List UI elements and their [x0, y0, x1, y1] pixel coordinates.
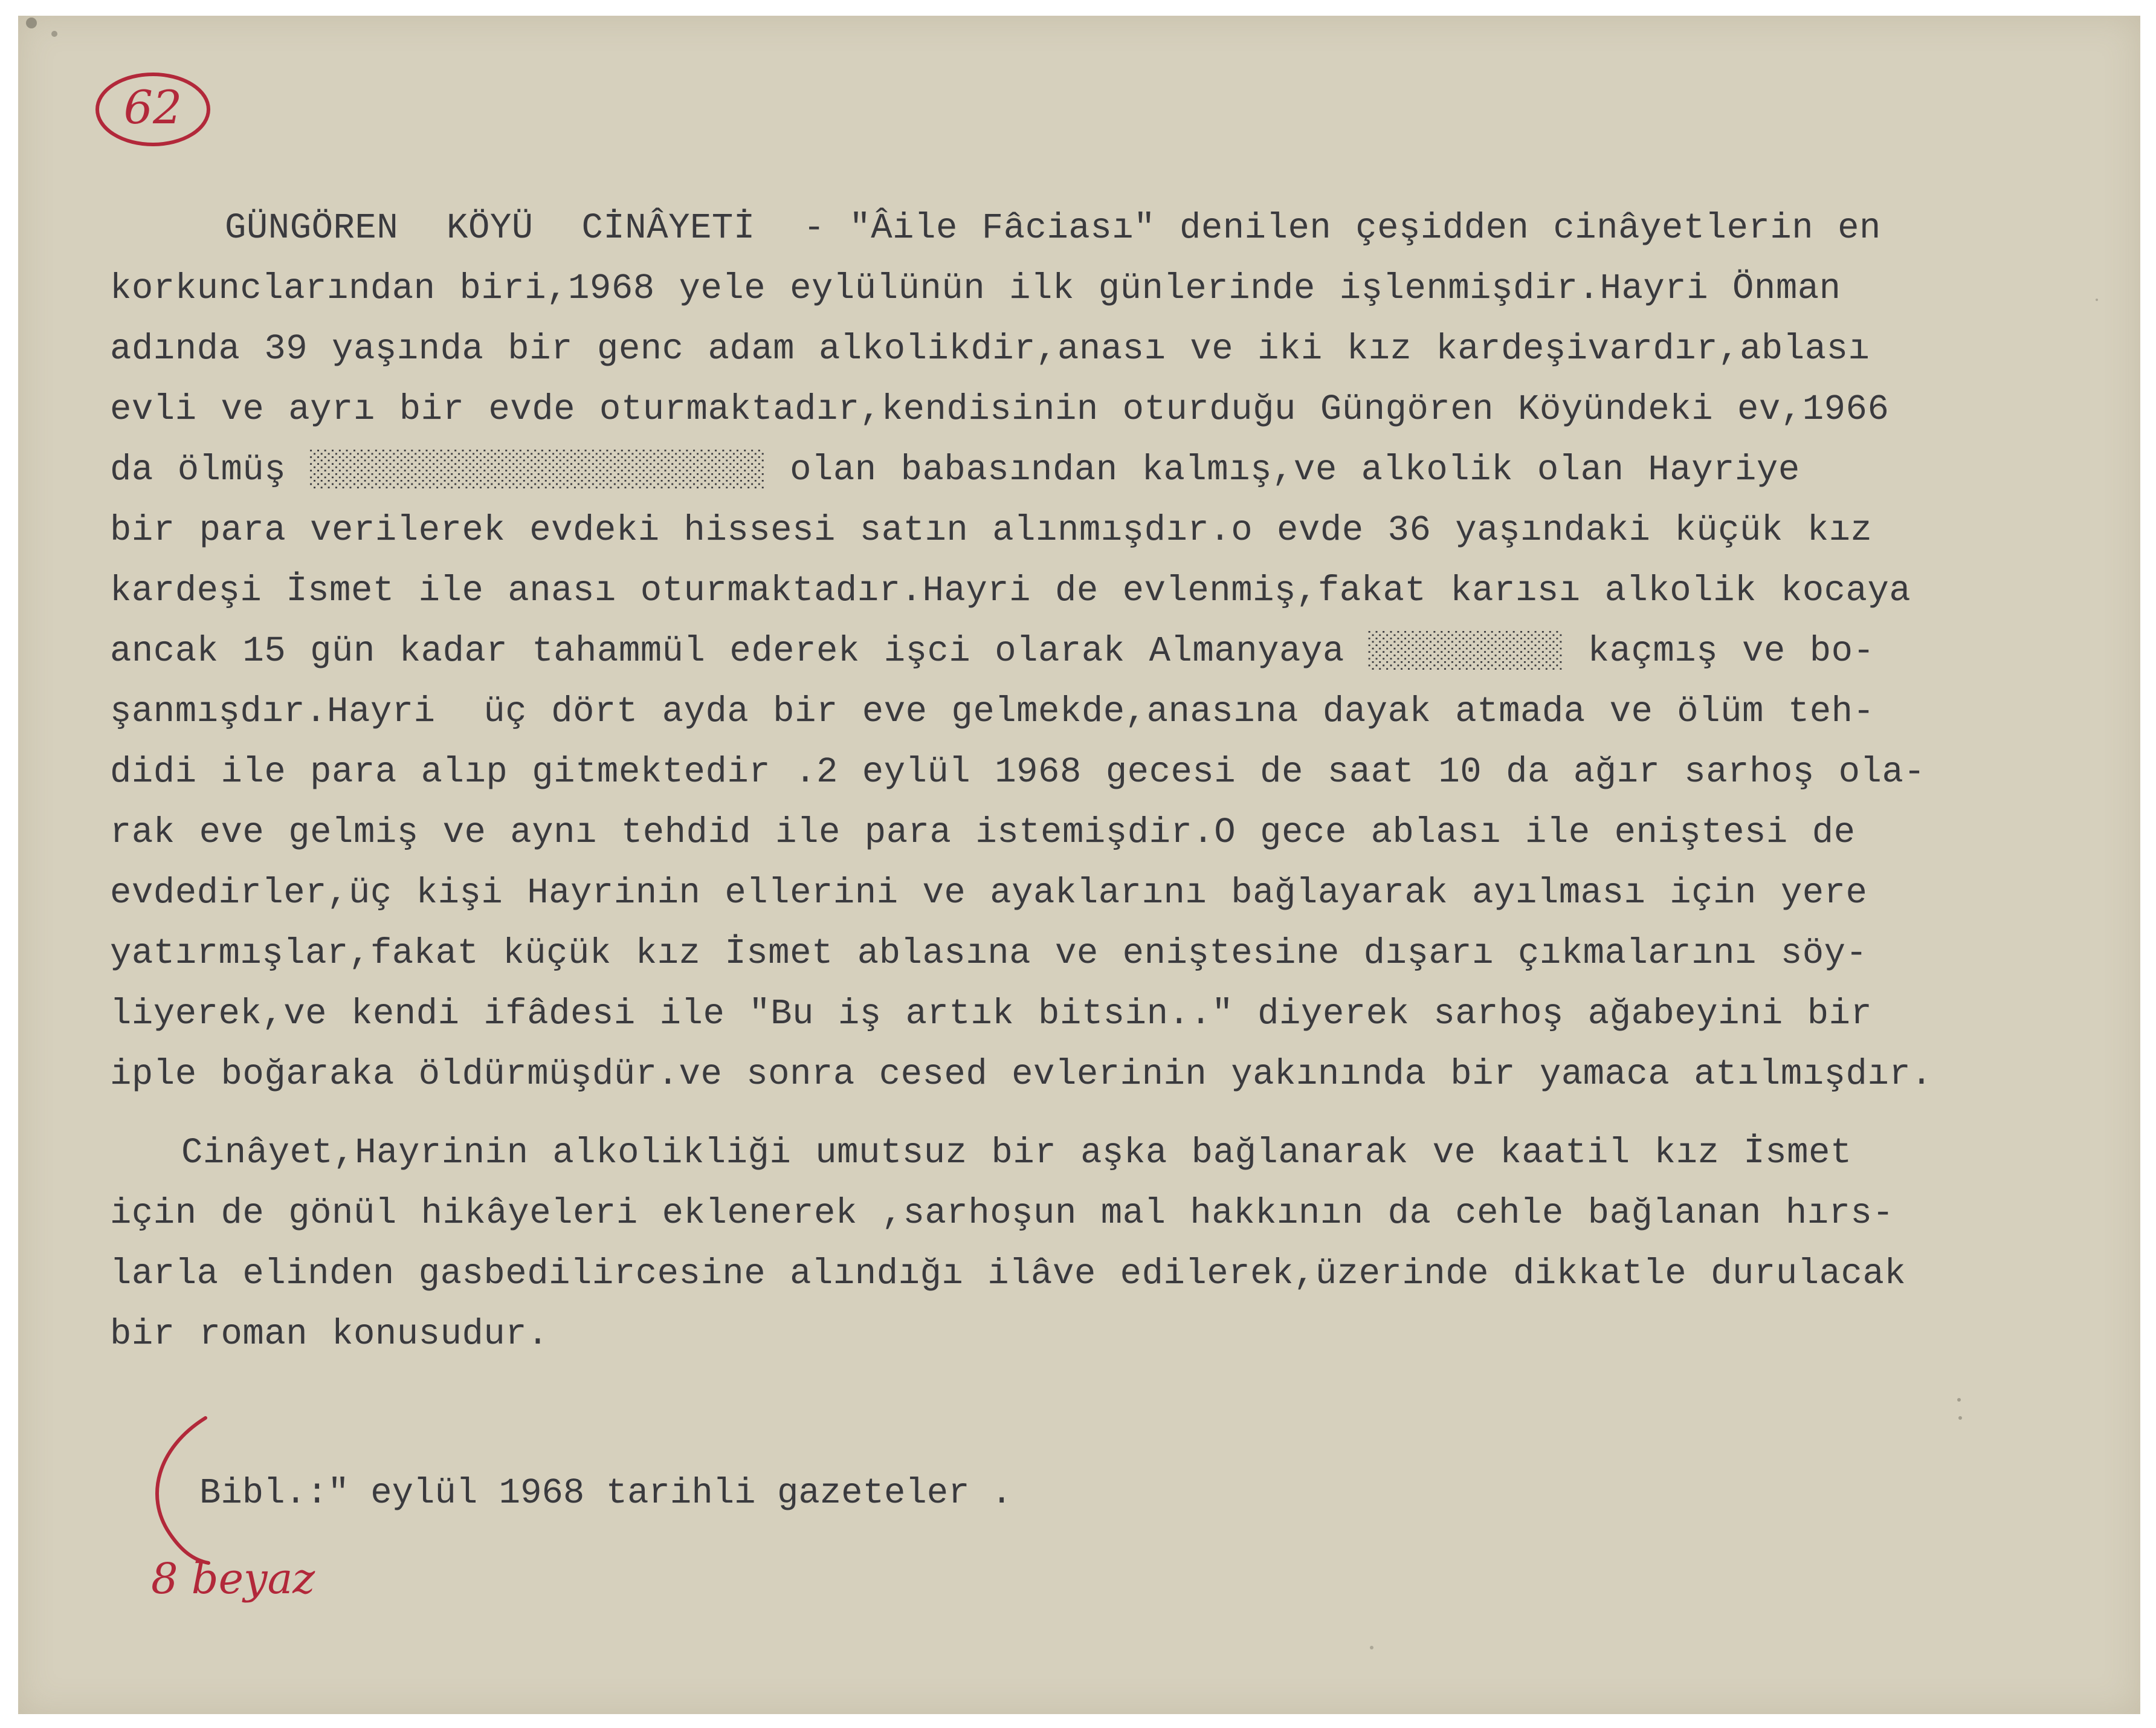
paragraph-gap — [110, 1105, 2140, 1123]
text-line: için de gönül hikâyeleri eklenerek ,sarhoşun mal hakkının da cehle bağlanan hırs- — [110, 1193, 1894, 1234]
text-line: yatırmışlar,fakat küçük kız İsmet ablasına ve eniştesine dışarı çıkmalarını söy- — [110, 933, 1868, 974]
text-line: şanmışdır.Hayri üç dört ayda bir eve gelmekde,anasına dayak atmada ve ölüm teh- — [110, 691, 1875, 732]
text-line: liyerek,ve kendi ifâdesi ile "Bu iş artık bitsin.." diyerek sarhoş ağabeyini bir — [110, 994, 1873, 1034]
handwritten-note: 8 beyaz — [151, 1554, 315, 1603]
text-line: adında 39 yaşında bir genc adam alkolikdir,anası ve iki kız kardeşivardır,ablası — [110, 329, 1870, 369]
text-line: iple boğaraka öldürmüşdür.ve sonra cesed evlerinin yakınında bir yamaca atılmışdır. — [110, 1054, 1933, 1095]
page-number: 62 — [123, 80, 182, 134]
text-line: bir para verilerek evdeki hissesi satın alınmışdır.o evde 36 yaşındaki küçük kız — [110, 510, 1873, 551]
text-line: rak eve gelmiş ve aynı tehdid ile para istemişdir.O gece ablası ile eniştesi de — [110, 812, 1856, 853]
document-page — [18, 16, 2140, 1714]
page-number-circle — [89, 67, 216, 152]
text-line: ancak 15 gün kadar tahammül ederek işci olarak Almanyaya ░░░░░░░░░ kaçmış ve bo- — [110, 631, 1875, 671]
text-line: didi ile para alıp gitmektedir .2 eylül 1968 gecesi de saat 10 da ağır sarhoş ola- — [110, 752, 1926, 792]
text-line: Cinâyet,Hayrinin alkolikliği umutsuz bir aşka bağlanarak ve kaatil kız İsmet — [181, 1133, 1852, 1173]
text-line: kardeşi İsmet ile anası oturmaktadır.Hayri de evlenmiş,fakat karısı alkolik kocaya — [110, 571, 1911, 611]
text-line: korkunclarından biri,1968 yele eylülünün ilk günlerinde işlenmişdir.Hayri Önman — [110, 268, 1841, 309]
text-line: GÜNGÖREN KÖYÜ CİNÂYETİ - "Âile Fâciası" denilen çeşidden cinâyetlerin en — [225, 208, 1881, 248]
bibliography: Bibl.:" eylül 1968 tarihli gazeteler . — [199, 1473, 1013, 1513]
text-line: larla elinden gasbedilircesine alındığı ilâve edilerek,üzerinde dikkatle durulacak — [110, 1254, 1906, 1294]
typed-text-body — [110, 198, 2140, 1365]
text-line: evli ve ayrı bir evde oturmaktadır,kendisinin oturduğu Güngören Köyündeki ev,1966 — [110, 389, 1890, 430]
text-line: bir roman konusudur. — [110, 1314, 549, 1354]
text-line: da ölmüş ░░░░░░░░░░░░░░░░░░░░░ olan babasından kalmış,ve alkolik olan Hayriye — [110, 450, 1800, 490]
text-line: evdedirler,üç kişi Hayrinin ellerini ve ayaklarını bağlayarak ayılması için yere — [110, 873, 1868, 913]
